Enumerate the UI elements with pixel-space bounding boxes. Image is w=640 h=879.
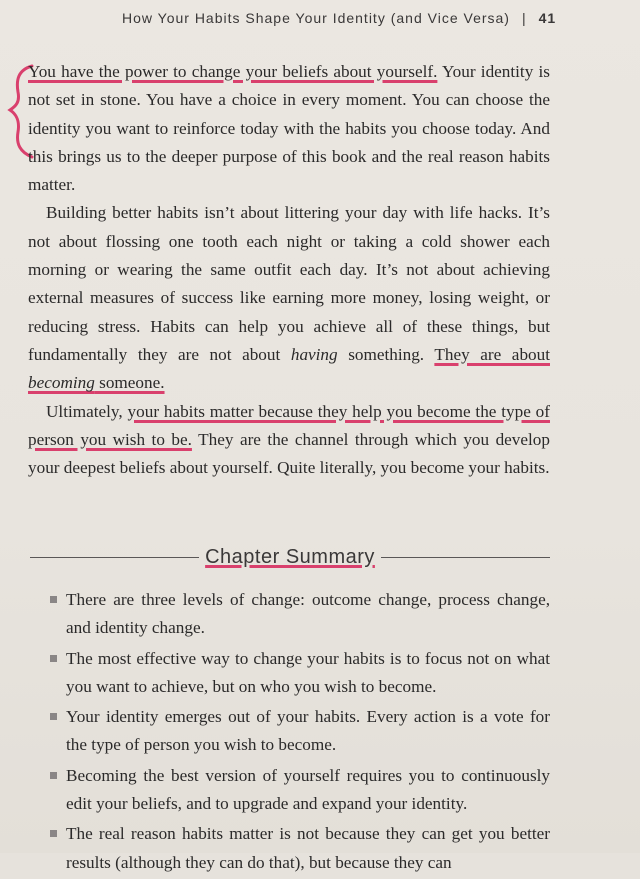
paragraph-2-text: Building better habits isn’t about littering your day with life hacks. It’s not about flossing one tooth each night or taking a cold shower each morning or wearing the same outfit each day. It’s not about achieving external measures of success like earning more money, losing weight, or reducing stress. Habits can help you achieve all of these things, but fundamentally they are not about — [28, 203, 550, 364]
bullet-square-icon — [50, 772, 57, 779]
list-item-text: Your identity emerges out of your habits. Every action is a vote for the type of person you wish to become. — [66, 707, 550, 755]
running-title: How Your Habits Shape Your Identity (and Vice Versa) — [122, 10, 510, 26]
bullet-square-icon — [50, 596, 57, 603]
running-header — [122, 10, 622, 26]
list-item-text: The real reason habits matter is not because they can get you better results (although they can do that), but because they can — [66, 824, 550, 872]
chapter-summary-title: Chapter Summary — [205, 545, 375, 568]
bullet-square-icon — [50, 830, 57, 837]
chapter-summary-heading — [30, 544, 550, 570]
paragraph-1 — [28, 58, 550, 199]
highlighted-phrase-a: They are about — [434, 344, 550, 364]
highlighted-phrase-b: someone. — [94, 373, 165, 393]
emphasis-becoming: becoming — [28, 373, 95, 393]
paragraph-2 — [28, 199, 550, 397]
bullet-square-icon — [50, 713, 57, 720]
heading-rule-left — [30, 557, 199, 558]
list-item — [48, 703, 550, 760]
body-text — [28, 58, 550, 482]
highlighted-sentence-2: your habits matter because they help you become the type of person you wish to be. — [28, 401, 550, 449]
paragraph-1-text: Your identity is not set in stone. You have a choice in every moment. You can choose the identity you want to reinforce today with the habits you choose today. And this brings us to the deeper purpose of this book and the real reason habits matter. — [28, 62, 550, 195]
header-separator: | — [521, 10, 527, 26]
heading-rule-right — [381, 557, 550, 558]
paragraph-2-mid: something. — [337, 344, 435, 364]
page-number: 41 — [538, 10, 557, 26]
summary-list — [48, 586, 550, 879]
list-item — [48, 820, 550, 877]
emphasis-having: having — [290, 344, 338, 364]
list-item — [48, 762, 550, 819]
paragraph-3 — [28, 398, 550, 483]
list-item-text: There are three levels of change: outcome change, process change, and identity change. — [66, 590, 550, 638]
bullet-square-icon — [50, 655, 57, 662]
list-item — [48, 645, 550, 702]
list-item-text: Becoming the best version of yourself requires you to continuously edit your beliefs, and to upgrade and expand your identity. — [66, 765, 550, 814]
paragraph-3-text: They are the channel through which you develop your deepest beliefs about yourself. Quite literally, you become your habits. — [28, 429, 550, 478]
paragraph-3-pre: Ultimately, — [46, 401, 128, 421]
list-item-text: The most effective way to change your habits is to focus not on what you want to achieve, but on who you wish to become. — [66, 648, 550, 696]
highlighted-sentence: You have the power to change your beliefs about yourself. — [28, 62, 438, 81]
list-item — [48, 586, 550, 643]
